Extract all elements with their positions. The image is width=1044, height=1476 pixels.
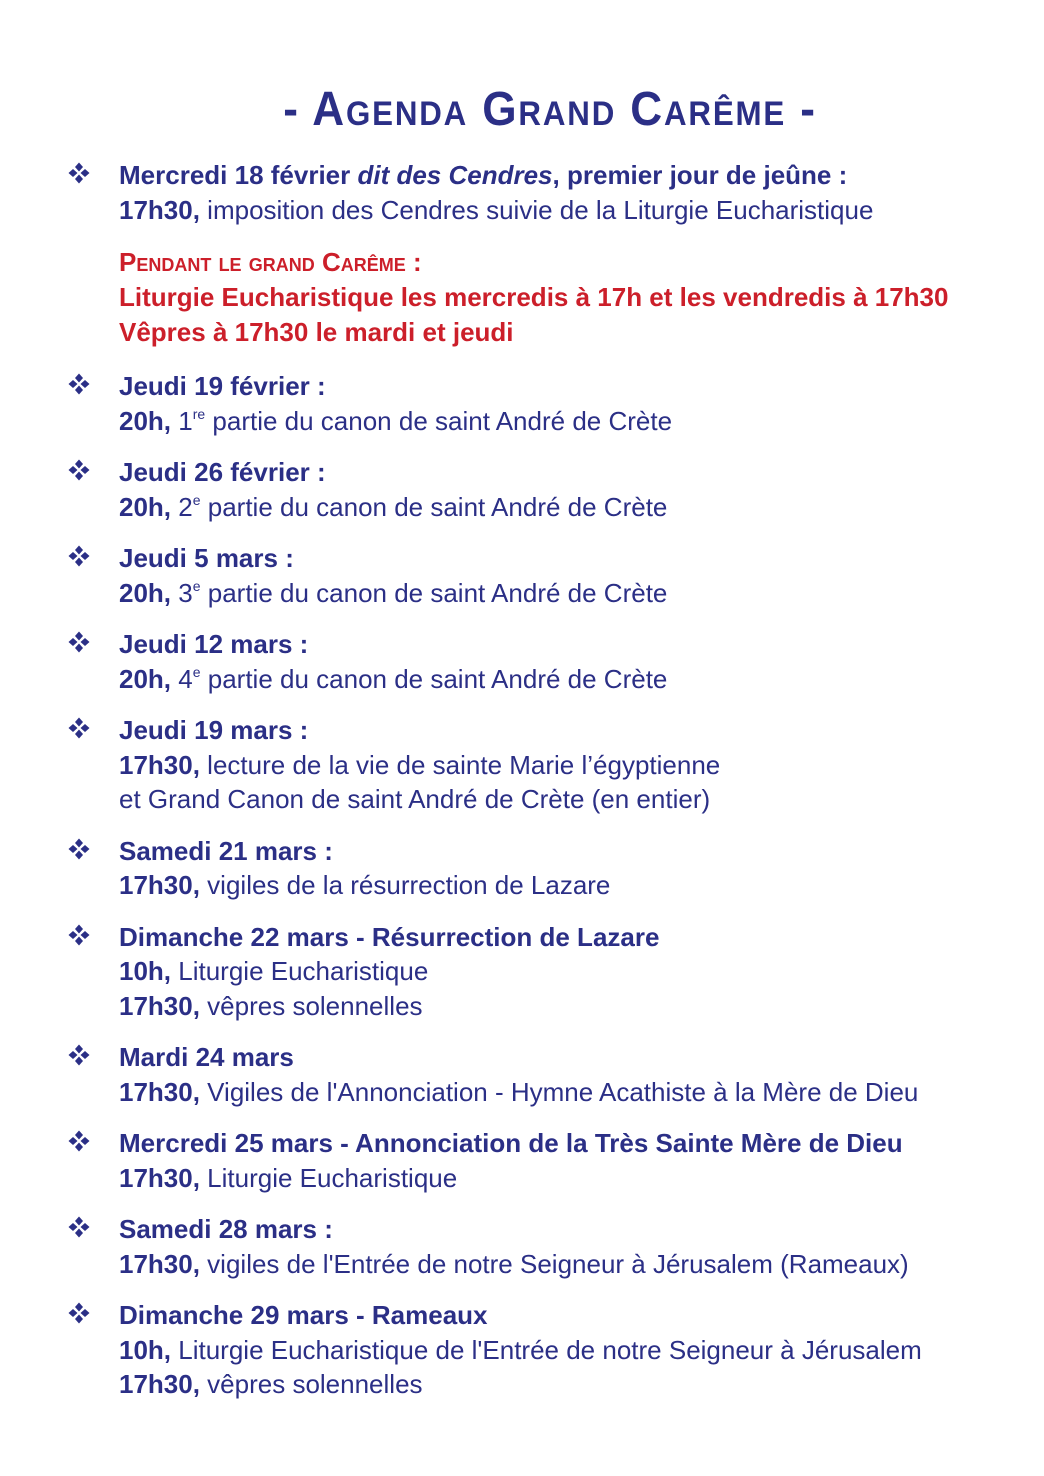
item-date: Dimanche 29 mars - Rameaux: [119, 1300, 488, 1330]
item-time: 17h30,: [119, 1369, 200, 1399]
agenda-item: [66, 158, 1026, 227]
agenda-item: [66, 455, 1026, 524]
item-description: partie du canon de saint André de Crète: [200, 577, 668, 608]
diamond-bullet-icon: [66, 922, 92, 948]
item-description: Liturgie Eucharistique de l'Entrée de notre Seigneur à Jérusalem: [171, 1334, 922, 1365]
item-time: 10h,: [119, 1334, 172, 1365]
item-date-text: , premier jour de jeûne :: [552, 160, 848, 190]
item-description-continued: et Grand Canon de saint André de Crète (en entier): [119, 784, 711, 814]
item-date: Mercredi 25 mars - Annonciation de la Très Sainte Mère de Dieu: [119, 1128, 903, 1158]
item-description: partie du canon de saint André de Crète: [200, 663, 668, 694]
agenda-list: [66, 158, 1026, 1419]
item-date: Samedi 28 mars :: [119, 1214, 333, 1244]
item-schedule: [119, 404, 1026, 439]
item-date: Jeudi 19 mars :: [119, 715, 309, 745]
agenda-item: [66, 834, 1026, 903]
item-schedule: [119, 576, 1026, 611]
item-date: [119, 158, 1026, 193]
item-schedule: [119, 989, 1026, 1024]
notice-heading: Pendant le grand Carême :: [119, 247, 422, 277]
agenda-item: [66, 1298, 1026, 1402]
agenda-item: [66, 1040, 1026, 1109]
item-time: 10h,: [119, 956, 172, 986]
item-time: 20h,: [119, 405, 172, 436]
item-schedule: [119, 490, 1026, 525]
item-ordinal-suffix: re: [192, 405, 206, 422]
agenda-item: [66, 920, 1026, 1024]
item-description: Liturgie Eucharistique: [199, 1162, 458, 1193]
item-date: Jeudi 26 février :: [119, 457, 326, 487]
item-schedule: [119, 1247, 1026, 1282]
agenda-item: [66, 1212, 1026, 1281]
diamond-bullet-icon: [66, 371, 92, 397]
item-description: vêpres solennelles: [199, 1369, 423, 1399]
item-date: Dimanche 22 mars - Résurrection de Lazare: [119, 921, 660, 952]
item-schedule: [119, 1333, 1026, 1368]
item-ordinal: 3: [171, 577, 193, 608]
item-ordinal-suffix: e: [192, 491, 201, 508]
item-date: Samedi 21 mars :: [119, 835, 333, 866]
item-time: 17h30,: [119, 749, 200, 780]
item-time: 17h30,: [119, 1248, 200, 1279]
item-time: 17h30,: [119, 1162, 200, 1193]
item-date-text: Mercredi 18 février: [119, 160, 358, 190]
item-time: 17h30,: [119, 194, 200, 225]
notice-line: Liturgie Eucharistique les mercredis à 17h et les vendredis à 17h30: [119, 282, 949, 312]
item-date: Jeudi 19 février :: [119, 371, 326, 401]
agenda-item: [66, 713, 1026, 817]
diamond-bullet-icon: [66, 1300, 92, 1326]
diamond-bullet-icon: [66, 836, 92, 862]
item-time: 17h30,: [119, 870, 200, 900]
item-description: vigiles de l'Entrée de notre Seigneur à Jérusalem (Rameaux): [199, 1248, 909, 1279]
item-ordinal-suffix: e: [192, 663, 201, 680]
diamond-bullet-icon: [66, 457, 92, 483]
item-description: Liturgie Eucharistique: [171, 956, 429, 986]
item-date: Jeudi 5 mars :: [119, 543, 294, 573]
item-ordinal-suffix: e: [192, 577, 201, 594]
diamond-bullet-icon: [66, 1042, 92, 1068]
agenda-item: [66, 369, 1026, 438]
item-schedule: [119, 1161, 1026, 1196]
item-time: 17h30,: [119, 1076, 200, 1107]
notice-line: Vêpres à 17h30 le mardi et jeudi: [119, 316, 514, 347]
item-description: partie du canon de saint André de Crète: [205, 405, 673, 436]
item-date: Jeudi 12 mars :: [119, 629, 309, 659]
agenda-item: [66, 1126, 1026, 1195]
diamond-bullet-icon: [66, 715, 92, 741]
item-description: lecture de la vie de sainte Marie l’égyptienne: [199, 749, 721, 780]
lent-notice: [66, 244, 1026, 349]
item-schedule: [119, 1367, 1026, 1402]
diamond-bullet-icon: [66, 160, 92, 186]
item-description: vêpres solennelles: [199, 990, 423, 1021]
item-ordinal: 1: [171, 405, 193, 436]
diamond-bullet-icon: [66, 629, 92, 655]
item-description: vigiles de la résurrection de Lazare: [199, 870, 611, 900]
diamond-bullet-icon: [66, 1128, 92, 1154]
item-ordinal: 2: [171, 491, 193, 522]
item-schedule: [119, 954, 1026, 989]
agenda-item: [66, 627, 1026, 696]
item-description: partie du canon de saint André de Crète: [200, 491, 668, 522]
diamond-bullet-icon: [66, 543, 92, 569]
diamond-bullet-icon: [66, 1214, 92, 1240]
item-date: Mardi 24 mars: [119, 1042, 294, 1072]
item-ordinal: 4: [171, 663, 193, 694]
item-schedule: [119, 1075, 1026, 1110]
item-time: 20h,: [119, 491, 172, 522]
item-description: Vigiles de l'Annonciation - Hymne Acathiste à la Mère de Dieu: [199, 1076, 919, 1107]
page-title: - Agenda Grand Carême -: [283, 83, 817, 136]
item-schedule: [119, 868, 1026, 903]
item-date-italic: dit des Cendres: [357, 160, 553, 190]
item-schedule: [119, 193, 1026, 228]
item-schedule: [119, 662, 1026, 697]
item-time: 17h30,: [119, 990, 200, 1021]
item-time: 20h,: [119, 577, 172, 608]
item-time: 20h,: [119, 663, 172, 694]
item-schedule: [119, 748, 1026, 783]
agenda-item: [66, 541, 1026, 610]
item-description: imposition des Cendres suivie de la Liturgie Eucharistique: [199, 194, 874, 225]
